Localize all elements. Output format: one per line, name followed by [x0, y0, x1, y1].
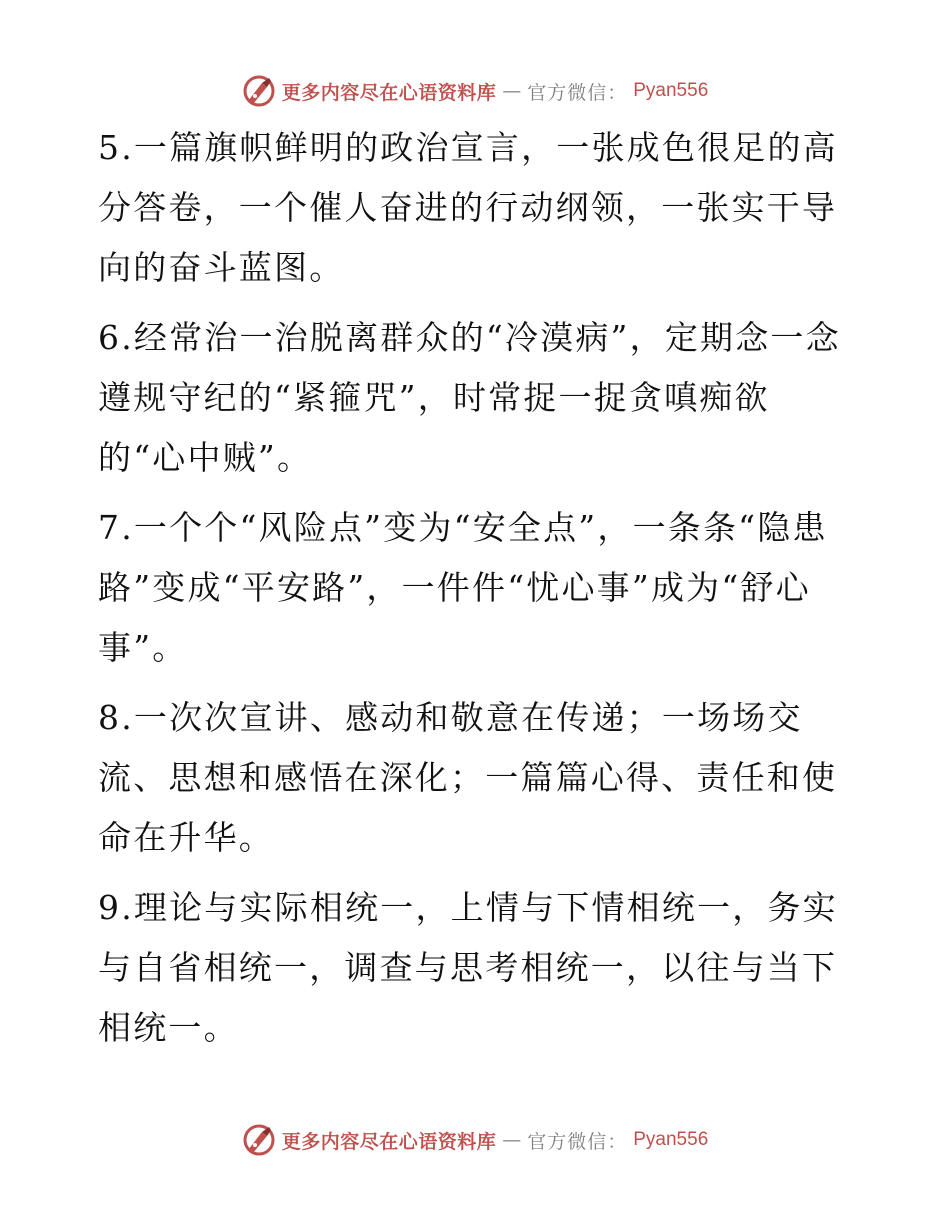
banner-title: 更多内容尽在心语资料库 [281, 1130, 497, 1153]
document-body [98, 118, 858, 1068]
banner-wechat-label: 官方微信： [527, 1130, 628, 1153]
banner-wechat-label: 官方微信： [527, 81, 628, 104]
paragraph-8: 8.一次次宣讲、感动和敬意在传递；一场场交流、思想和感悟在深化；一篇篇心得、责任和使命在升华。 [98, 698, 838, 857]
banner-dash: — [502, 80, 522, 102]
header-banner-inner [242, 74, 709, 108]
paragraph-7: 7.一个个“风险点”变为“安全点”，一条条“隐患路”变成“平安路”，一件件“忧心事”成为“舒心事”。 [98, 508, 828, 667]
brand-logo-icon [242, 1123, 276, 1157]
brand-logo-icon [242, 74, 276, 108]
paragraph-5: 5.一篇旗帜鲜明的政治宣言，一张成色很足的高分答卷，一个催人奋进的行动纲领，一张实干导向的奋斗蓝图。 [98, 128, 838, 287]
header-banner [0, 71, 950, 111]
footer-banner [0, 1120, 950, 1160]
footer-banner-inner [242, 1123, 709, 1157]
banner-wechat-id: Pyan556 [633, 80, 709, 101]
banner-title: 更多内容尽在心语资料库 [281, 81, 497, 104]
paragraph-9: 9.理论与实际相统一，上情与下情相统一，务实与自省相统一，调查与思考相统一，以往与当下相统一。 [98, 888, 838, 1047]
banner-wechat-id: Pyan556 [633, 1129, 709, 1150]
paragraph-6: 6.经常治一治脱离群众的“冷漠病”，定期念一念遵规守纪的“紧箍咒”，时常捉一捉贪嗔痴欲的“心中贼”。 [98, 318, 841, 477]
banner-dash: — [502, 1129, 522, 1151]
